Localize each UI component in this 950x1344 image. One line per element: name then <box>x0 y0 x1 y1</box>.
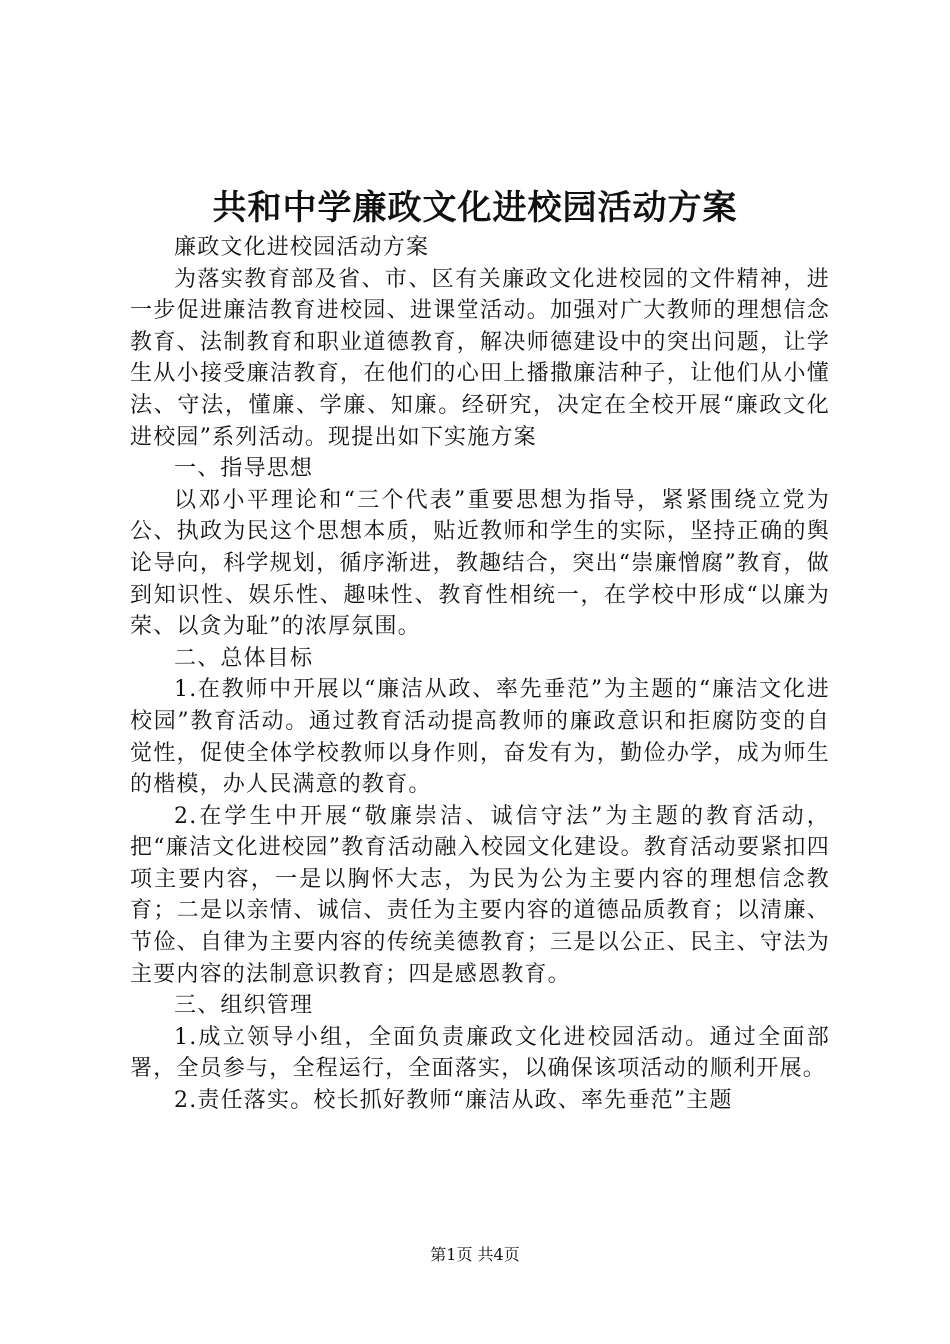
paragraph-subtitle: 廉政文化进校园活动方案 <box>174 235 430 260</box>
section-heading-organization: 三、组织管理 <box>174 993 314 1019</box>
paragraph-intro: 为落实教育部及省、市、区有关廉政文化进校园的文件精神，进一步促进廉洁教育进校园、进课堂活动。加强对广大教师的理想信念教育、法制教育和职业道德教育，解决师德建设中的突出问题，让学生从小接受廉洁教育，在他们的心田上播撒廉洁种子，让他们从小懂法、守法，懂廉、学廉、知廉。经研究，决定在全校开展“廉政文化进校园”系列活动。现提出如下实施方案 <box>130 266 830 450</box>
section-heading-guiding-ideology: 一、指导思想 <box>174 456 314 482</box>
paragraph-guiding-ideology: 以邓小平理论和“三个代表”重要思想为指导，紧紧围绕立党为公、执政为民这个思想本质，贴近教师和学生的实际，坚持正确的舆论导向，科学规划，循序渐进，教趣结合，突出“崇廉憎腐”教育，做到知识性、娱乐性、趣味性、教育性相统一，在学校中形成“以廉为荣、以贪为耻”的浓厚氛围。 <box>130 487 830 640</box>
paragraph-leading-group: 1.成立领导小组，全面负责廉政文化进校园活动。通过全面部署，全员参与，全程运行，全面落实，以确保该项活动的顺利开展。 <box>130 1024 830 1082</box>
page-footer: 第1页 共4页 <box>430 1245 520 1264</box>
paragraph-goal-students: 2.在学生中开展“敬廉崇洁、诚信守法”为主题的教育活动，把“廉洁文化进校园”教育活动融入校园文化建设。教育活动要紧扣四项主要内容，一是以胸怀大志，为民为公为主要内容的理想信念教育；二是以亲情、诚信、责任为主要内容的道德品质教育；以清廉、节俭、自律为主要内容的传统美德教育；三是以公正、民主、守法为主要内容的法制意识教育；四是感恩教育。 <box>130 803 830 987</box>
section-heading-overall-goals: 二、总体目标 <box>174 645 314 671</box>
document-body <box>130 232 830 1117</box>
paragraph-goal-teachers: 1.在教师中开展以“廉洁从政、率先垂范”为主题的“廉洁文化进校园”教育活动。通过教育活动提高教师的廉政意识和拒腐防变的自觉性，促使全体学校教师以身作则，奋发有为，勤俭办学，成为师生的楷模，办人民满意的教育。 <box>130 677 830 798</box>
paragraph-responsibility: 2.责任落实。校长抓好教师“廉洁从政、率先垂范”主题 <box>174 1088 733 1114</box>
document-title: 共和中学廉政文化进校园活动方案 <box>212 188 738 228</box>
